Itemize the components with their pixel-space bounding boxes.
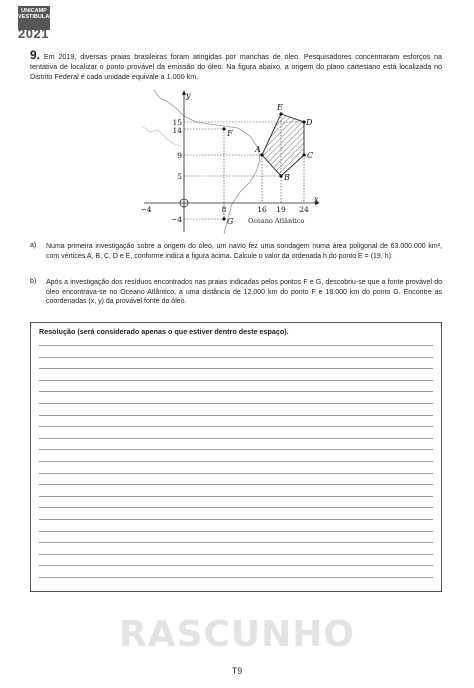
item-b-letter: b) <box>30 278 37 285</box>
answer-line <box>39 438 433 439</box>
point-label-f: F <box>227 129 233 138</box>
point-label-c: C <box>307 151 314 160</box>
answer-line <box>39 415 433 416</box>
watermark-rascunho: RASCUNHO <box>118 614 356 655</box>
answer-line <box>39 484 433 485</box>
answer-line <box>39 345 433 346</box>
x-tick-8: 8 <box>221 205 227 214</box>
answer-line <box>39 554 433 555</box>
y-tick-14: 14 <box>172 126 182 135</box>
point-label-e: E <box>277 103 283 112</box>
logo-year: 2021 <box>18 26 49 41</box>
answer-line <box>39 473 433 474</box>
y-tick-5: 5 <box>177 172 182 181</box>
answer-line <box>39 531 433 532</box>
y-tick-neg4: −4 <box>170 215 182 224</box>
answer-line <box>39 565 433 566</box>
answer-line <box>39 357 433 358</box>
page-number: T9 <box>231 666 243 676</box>
answer-line <box>39 461 433 462</box>
x-tick-16: 16 <box>257 205 267 214</box>
answer-line <box>39 368 433 369</box>
ocean-label: Oceano Atlântico <box>248 217 305 225</box>
item-b-text: Após a investigação dos resíduos encontrados nas praias indicadas pelos pontos F e G, descobriu-se que a fonte provável do óleo encontrava-se no Oceano Atlântico, a uma distância de 12.000 km do ponto F e 18.000 km do ponto G. Encontre as coordenadas (x, y) da provável fonte do óleo. <box>46 279 442 305</box>
x-tick-neg4: −4 <box>140 205 152 214</box>
answer-line <box>39 426 433 427</box>
axis-y-label: y <box>186 91 191 100</box>
answer-line <box>39 496 433 497</box>
point-label-g: G <box>227 217 234 226</box>
oil-polygon <box>262 114 304 176</box>
question-intro-text: Em 2019, diversas praias brasileiras foram atingidas por manchas de óleo. Pesquisadores concentraram esforços na tentativa de localizar o ponto provável da emissão do óleo. Na figura abaixo, a origem do plano cartesiano está localizada no Distrito Federal e cada unidade equivale a 1.000 km. <box>30 52 443 81</box>
answer-title: Resolução (será considerado apenas o que estiver dentro deste espaço). <box>39 327 289 336</box>
cartesian-figure <box>140 86 330 236</box>
answer-line <box>39 403 433 404</box>
answer-line <box>39 449 433 450</box>
question-number: 9. <box>30 48 41 62</box>
y-tick-9: 9 <box>177 151 182 160</box>
coastline <box>154 90 260 234</box>
point-label-b: B <box>284 173 290 182</box>
answer-line <box>39 519 433 520</box>
logo-line1: UNICAMP <box>21 8 47 14</box>
answer-line <box>39 542 433 543</box>
answer-line <box>39 391 433 392</box>
answer-box[interactable] <box>30 322 442 592</box>
answer-line <box>39 507 433 508</box>
axis-x-label: x <box>314 195 319 204</box>
logo-line2: VESTIBULAR <box>18 14 54 20</box>
item-a-letter: a) <box>30 242 37 249</box>
answer-line <box>39 577 433 578</box>
x-tick-24: 24 <box>299 205 309 214</box>
question-intro <box>30 50 442 82</box>
x-tick-19: 19 <box>276 205 286 214</box>
point-label-a: A <box>255 145 261 154</box>
item-a-text: Numa primeira investigação sobre a origem do óleo, um navio fez uma sondagem numa área poligonal de 63.000.000 km², com vértices A, B, C, D e E, conforme indica a figura acima. Calcule o valor da ordenada h do ponto E = (19, h). <box>46 243 442 260</box>
answer-line <box>39 380 433 381</box>
y-tick-15: 15 <box>172 118 182 127</box>
point-label-d: D <box>306 118 313 127</box>
